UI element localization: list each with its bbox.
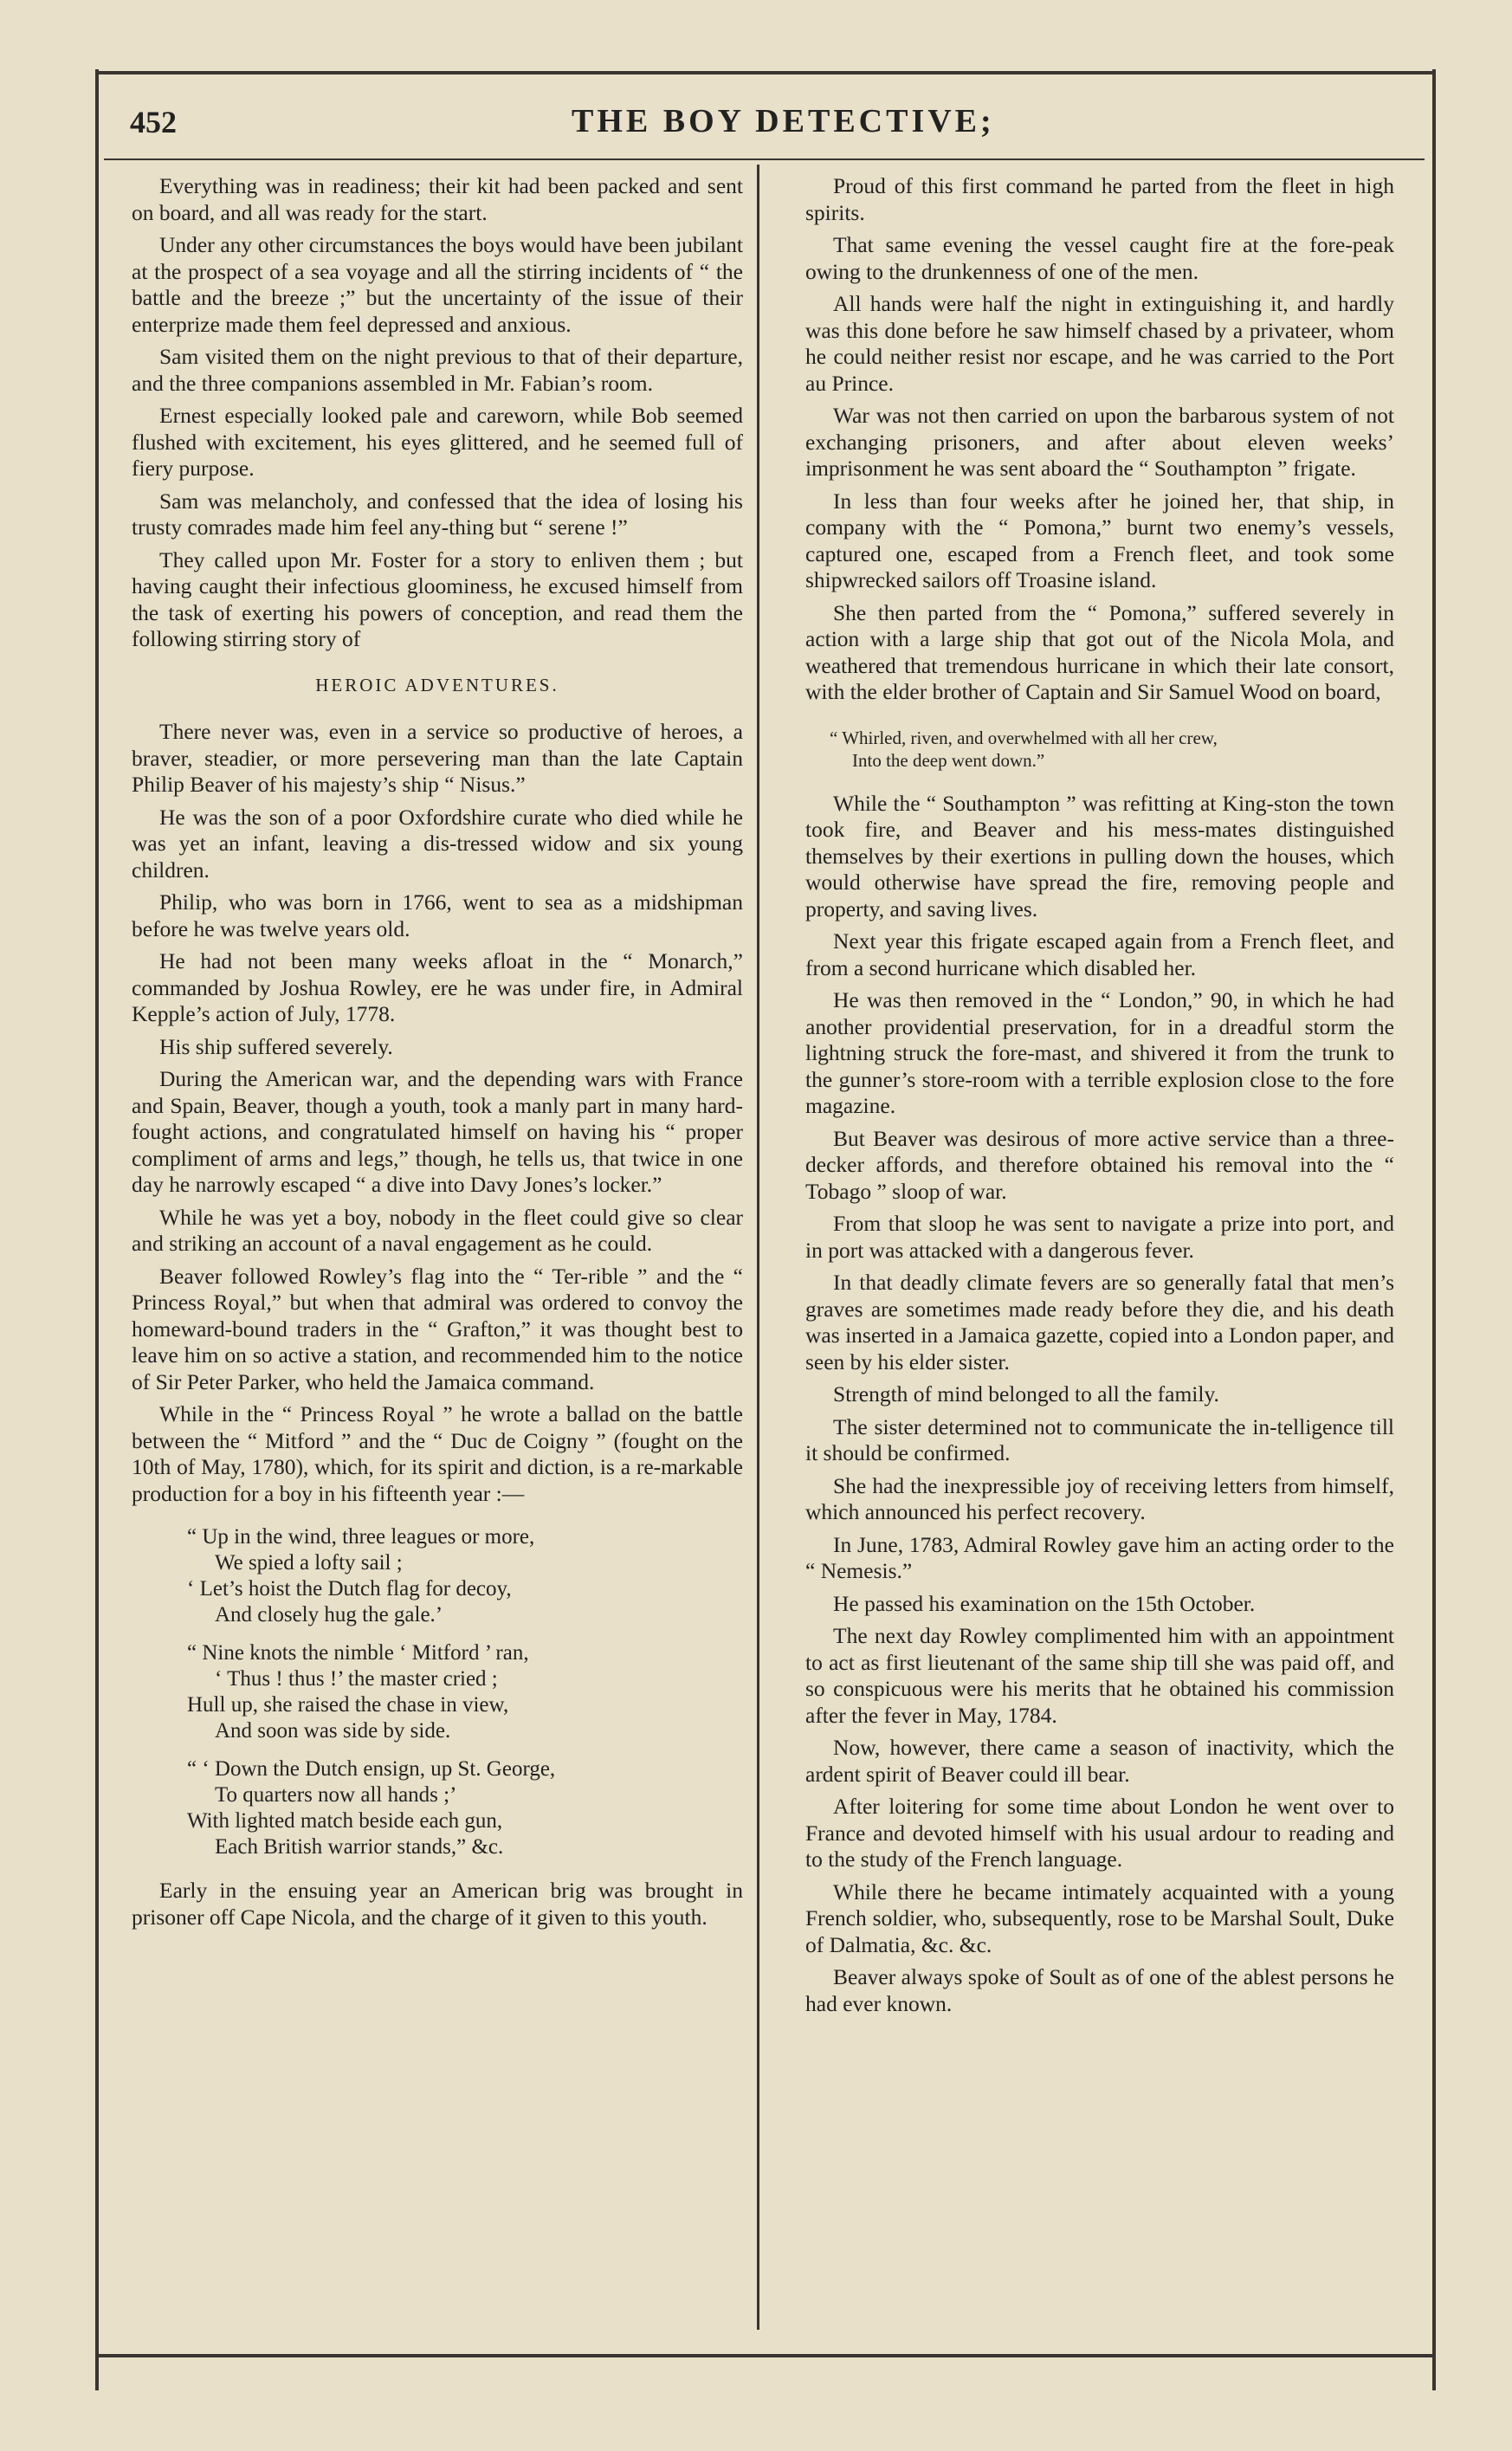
page-number: 452 <box>130 105 177 139</box>
top-rule <box>95 71 1436 74</box>
paragraph: Beaver followed Rowley’s flag into the “ Ter-rible ” and the “ Princess Royal,” but when that admiral was ordered to convoy the homeward-bound traders in the “ Grafton,” it was thought best to leave him on so active a station, and recommended him to the notice of Sir Peter Parker, who held the Jamaica command. <box>132 1263 743 1394</box>
verse-line: With lighted match beside each gun, <box>187 1809 503 1833</box>
verse-line: “ Nine knots the nimble ‘ Mitford ’ ran, <box>187 1641 529 1665</box>
bottom-rule <box>95 2354 1436 2357</box>
quote-line: “ Whirled, riven, and overwhelmed with all her crew, <box>830 727 1218 748</box>
paragraph: She had the inexpressible joy of receiving letters from himself, which announced his perfect recovery. <box>805 1472 1394 1524</box>
paragraph: That same evening the vessel caught fire at the fore-peak owing to the drunkenness of one of the men. <box>805 232 1394 284</box>
section-heading: HEROIC ADVENTURES. <box>315 674 559 695</box>
verse-line: To quarters now all hands ;’ <box>215 1783 457 1807</box>
paragraph: Ernest especially looked pale and careworn, while Bob seemed flushed with excitement, his eyes glittered, and he seemed full of fiery purpose. <box>132 403 743 481</box>
paragraph: They called upon Mr. Foster for a story to enliven them ; but having caught their infectious gloominess, he excused himself from the task of exerting his powers of conception, and read them the following stirring story of <box>132 546 743 651</box>
paragraph: During the American war, and the depending wars with France and Spain, Beaver, though a youth, took a manly part in many hard-fought actions, and congratulated himself on having his “ proper compliment of arms and legs,” though, he tells us, that twice in one day he narrowly escaped “ a dive into Davy Jones’s locker.” <box>132 1066 743 1197</box>
paragraph: Early in the ensuing year an American brig was brought in prisoner off Cape Nicola, and the charge of it given to this youth. <box>132 1878 743 1930</box>
paragraph: But Beaver was desirous of more active service than a three-decker affords, and therefore obtained his removal into the “ Tobago ” sloop of war. <box>805 1125 1394 1204</box>
paragraph: Everything was in readiness; their kit had been packed and sent on board, and all was ready for the start. <box>132 173 743 225</box>
paragraph: While in the “ Princess Royal ” he wrote a ballad on the battle between the “ Mitford ” and the “ Duc de Coigny ” (fought on the 10th of May, 1780), which, for its spirit and diction, is a re-markable production for a boy in his fifteenth year :— <box>132 1401 743 1506</box>
quote-line: Into the deep went down.” <box>852 749 1045 771</box>
paragraph: He was then removed in the “ London,” 90, in which he had another providential preservation, for in a dreadful storm the lightning struck the fore-mast, and shivered it from the trunk to the gunner’s store-room with a terrible explosion close to the fore magazine. <box>805 987 1394 1118</box>
verse-line: We spied a lofty sail ; <box>215 1551 403 1575</box>
paragraph: Under any other circumstances the boys would have been jubilant at the prospect of a sea voyage and all the stirring incidents of “ the battle and the breeze ;” but the uncertainty of the issue of their enterprize made them feel depressed and anxious. <box>132 232 743 337</box>
ballad <box>187 1524 743 1860</box>
verse-line: “ ‘ Down the Dutch ensign, up St. George, <box>187 1757 556 1781</box>
column-divider <box>757 165 759 2330</box>
header-rule <box>104 158 1425 160</box>
paragraph: The sister determined not to communicate the in-telligence till it should be confirmed. <box>805 1413 1394 1465</box>
paragraph: Strength of mind belonged to all the family. <box>833 1381 1219 1407</box>
running-title: THE BOY DETECTIVE; <box>572 103 995 139</box>
paragraph: Sam was melancholy, and confessed that the idea of losing his trusty comrades made him feel any-thing but “ serene !” <box>132 488 743 540</box>
paragraph: Now, however, there came a season of inactivity, which the ardent spirit of Beaver could ill bear. <box>805 1735 1394 1787</box>
verse-quote <box>830 727 1394 772</box>
paragraph: He had not been many weeks afloat in the “ Monarch,” commanded by Joshua Rowley, ere he was under fire, in Admiral Kepple’s action of July, 1778. <box>132 948 743 1026</box>
paragraph: In less than four weeks after he joined her, that ship, in company with the “ Pomona,” burnt two enemy’s vessels, captured one, escaped from a French fleet, and took some shipwrecked sailors off Troasine island. <box>805 488 1394 592</box>
right-column <box>805 173 1394 2023</box>
verse-line: “ Up in the wind, three leagues or more, <box>187 1525 535 1549</box>
paragraph: In June, 1783, Admiral Rowley gave him an acting order to the “ Nemesis.” <box>805 1531 1394 1583</box>
left-column <box>132 173 743 1937</box>
verse-line: And soon was side by side. <box>215 1719 451 1743</box>
paragraph: While there he became intimately acquainted with a young French soldier, who, subsequently, rose to be Marshal Soult, Duke of Dalmatia, &c. &c. <box>805 1879 1394 1957</box>
paragraph: Next year this frigate escaped again from a French fleet, and from a second hurricane which disabled her. <box>805 928 1394 980</box>
paragraph: In that deadly climate fevers are so generally fatal that men’s graves are sometimes made ready before they die, and his death was inserted in a Jamaica gazette, copied into a London paper, and seen by his elder sister. <box>805 1270 1394 1374</box>
paragraph: The next day Rowley complimented him with an appointment to act as first lieutenant of the same ship till she was paid off, and so conspicuous were his merits that he obtained his commission after the fever in May, 1784. <box>805 1623 1394 1728</box>
paragraph: From that sloop he was sent to navigate a prize into port, and in port was attacked with a dangerous fever. <box>805 1211 1394 1263</box>
paragraph: Beaver always spoke of Soult as of one of the ablest persons he had ever known. <box>805 1964 1394 2016</box>
paragraph: There never was, even in a service so productive of heroes, a braver, steadier, or more persevering man than the late Captain Philip Beaver of his majesty’s ship “ Nisus.” <box>132 719 743 797</box>
ballad-stanza <box>187 1640 743 1744</box>
verse-line: Hull up, she raised the chase in view, <box>187 1693 509 1717</box>
paragraph: He was the son of a poor Oxfordshire curate who died while he was yet an infant, leaving a dis-tressed widow and six young children. <box>132 804 743 883</box>
verse-line: ‘ Thus ! thus !’ the master cried ; <box>215 1667 498 1691</box>
paragraph: He passed his examination on the 15th October. <box>833 1590 1256 1616</box>
ballad-stanza <box>187 1524 743 1628</box>
paragraph: War was not then carried on upon the barbarous system of not exchanging prisoners, and after about eleven weeks’ imprisonment he was sent aboard the “ Southampton ” frigate. <box>805 403 1394 481</box>
paragraph: His ship suffered severely. <box>159 1033 393 1059</box>
paragraph: Sam visited them on the night previous to that of their departure, and the three companions assembled in Mr. Fabian’s room. <box>132 344 743 396</box>
verse-line: And closely hug the gale.’ <box>215 1603 443 1626</box>
paragraph: While he was yet a boy, nobody in the fleet could give so clear and striking an account of a naval engagement as he could. <box>132 1204 743 1256</box>
verse-line: Each British warrior stands,” &c. <box>215 1835 504 1859</box>
paragraph: While the “ Southampton ” was refitting at King-ston the town took fire, and Beaver and his mess-mates distinguished themselves by their exertions in pulling down the houses, which would otherwise have spread the fire, removing people and property, and saving lives. <box>805 790 1394 922</box>
paragraph: After loitering for some time about London he went over to France and devoted himself with his usual ardour to reading and to the study of the French language. <box>805 1794 1394 1872</box>
ballad-stanza <box>187 1756 743 1860</box>
verse-line: ‘ Let’s hoist the Dutch flag for decoy, <box>187 1577 512 1601</box>
paragraph: She then parted from the “ Pomona,” suffered severely in action with a large ship that got out of the Nicola Mola, and weathered that tremendous hurricane in which their late consort, with the elder brother of Captain and Sir Samuel Wood on board, <box>805 599 1394 704</box>
paragraph: All hands were half the night in extinguishing it, and hardly was this done before he saw himself chased by a privateer, whom he could neither resist nor escape, and he was carried to the Port au Prince. <box>805 291 1394 396</box>
paragraph: Philip, who was born in 1766, went to sea as a midshipman before he was twelve years old. <box>132 889 743 941</box>
paragraph: Proud of this first command he parted from the fleet in high spirits. <box>805 173 1394 225</box>
